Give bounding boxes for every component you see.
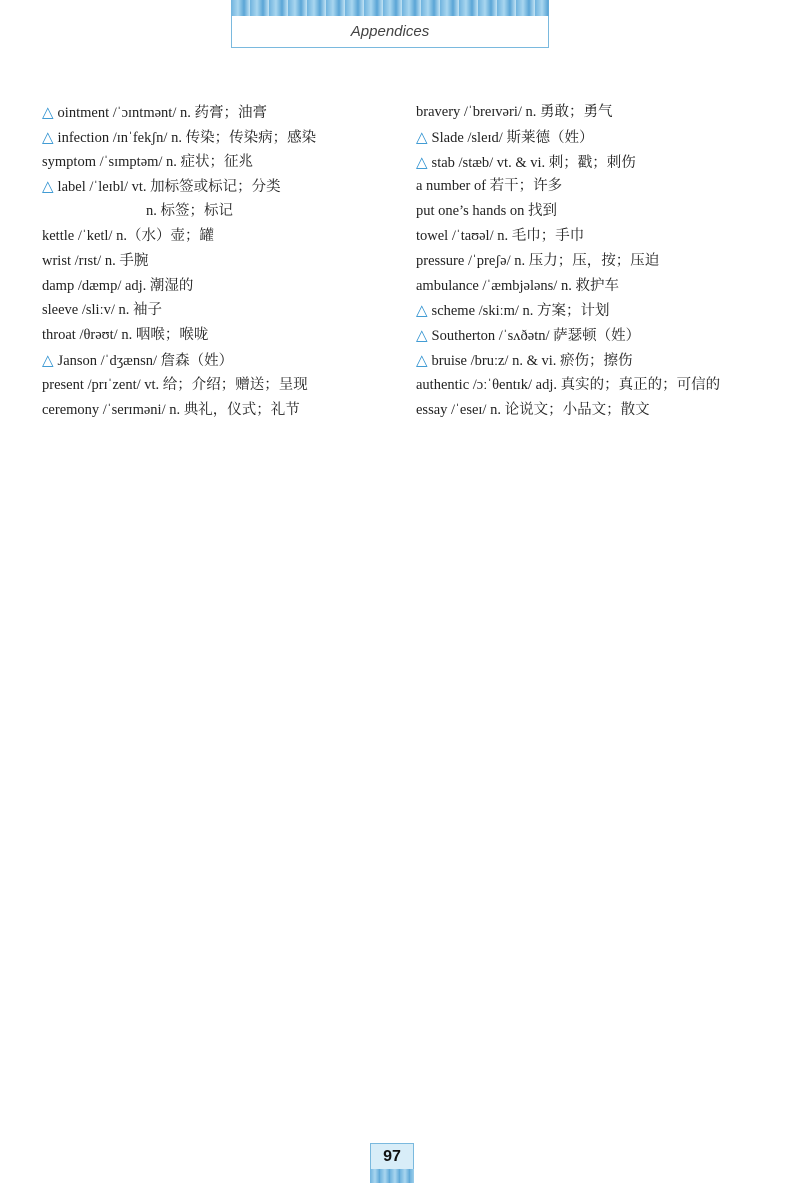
vocabulary-entry [416,348,796,373]
triangle-marker-icon: △ [42,103,54,121]
triangle-marker-icon: △ [416,301,428,320]
vocabulary-entry [416,100,796,125]
vocabulary-entry [42,150,402,175]
entry-text: essay /ˈeseɪ/ n. 论说文；小品文；散文 [416,401,650,418]
triangle-marker-icon: △ [416,326,428,345]
entry-text: authentic /ɔːˈθentɪk/ adj. 真实的；真正的；可信的 [416,376,721,393]
triangle-marker-icon: △ [42,350,54,369]
vocabulary-entry [416,224,796,249]
entry-text: put one’s hands on 找到 [416,203,557,220]
vocabulary-entry [42,398,402,423]
entry-text: Janson /ˈdʒænsn/ 詹森（姓） [57,352,234,369]
vocabulary-entry [416,249,796,274]
vocabulary-entry [42,373,402,398]
entry-text: ointment /ˈɔɪntmənt/ n. 药膏；油膏 [57,105,267,121]
vocabulary-column-right [416,100,796,422]
triangle-marker-icon: △ [416,127,428,146]
entry-text: pressure /ˈpreʃə/ n. 压力；压，按；压迫 [416,252,660,269]
vocabulary-entry [42,174,402,199]
entry-text: bravery /ˈbreɪvəri/ n. 勇敢；勇气 [416,104,613,120]
vocabulary-entry [42,249,402,274]
triangle-marker-icon: △ [416,350,428,369]
vocabulary-entry [42,298,402,323]
vocabulary-entry [416,174,796,199]
vocabulary-entry [42,100,402,125]
vocabulary-entry [42,274,402,299]
entry-text: kettle /ˈketl/ n.（水）壶；罐 [42,227,214,244]
triangle-marker-icon: △ [42,177,54,196]
entry-text: stab /stæb/ vt. & vi. 刺；戳；刺伤 [431,154,636,171]
entry-text: Southerton /ˈsʌðətn/ 萨瑟顿（姓） [431,328,641,345]
vocabulary-entry [42,224,402,249]
entry-text: damp /dæmp/ adj. 潮湿的 [42,277,194,294]
vocabulary-entry [416,323,796,348]
entry-text: symptom /ˈsɪmptəm/ n. 症状；征兆 [42,153,254,170]
entry-text: wrist /rɪst/ n. 手腕 [42,252,149,269]
vocabulary-entry [42,323,402,348]
page-number-box [370,1143,414,1170]
entry-text: bruise /bruːz/ n. & vi. 瘀伤；擦伤 [431,352,633,369]
entry-text: towel /ˈtaʊəl/ n. 毛巾；手巾 [416,227,585,244]
vocabulary-entry [416,125,796,150]
triangle-marker-icon: △ [42,127,54,146]
vocabulary-entry [416,373,796,398]
vocabulary-entry [416,298,796,323]
vocabulary-entry [416,398,796,423]
entry-text: ambulance /ˈæmbjələns/ n. 救护车 [416,277,619,294]
entry-text: a number of 若干；许多 [416,178,563,195]
vocabulary-column-left [42,100,402,422]
vocabulary-entry [416,199,796,224]
header-decorative-band [231,0,549,16]
entry-text: Slade /sleɪd/ 斯莱德（姓） [431,129,594,146]
vocabulary-entry [42,125,402,150]
entry-text: throat /θrəʊt/ n. 咽喉；喉咙 [42,327,209,344]
entry-text: ceremony /ˈserɪməni/ n. 典礼，仪式；礼节 [42,401,300,418]
vocabulary-entry [42,348,402,373]
vocabulary-entry [416,150,796,175]
triangle-marker-icon: △ [416,152,428,171]
footer-decorative-band [370,1169,414,1183]
vocabulary-entry [416,274,796,299]
entry-text: n. 标签；标记 [146,203,233,220]
page-number: 97 [383,1148,401,1165]
entry-text: sleeve /sliːv/ n. 袖子 [42,302,163,319]
entry-text: infection /ɪnˈfekʃn/ n. 传染；传染病；感染 [57,129,317,146]
entry-text: present /prɪˈzent/ vt. 给；介绍；赠送；呈现 [42,376,308,393]
vocabulary-entry [42,199,402,224]
header-box [231,16,549,48]
entry-text: scheme /skiːm/ n. 方案；计划 [431,303,610,320]
entry-text: label /ˈleɪbl/ vt. 加标签或标记；分类 [57,179,281,196]
page-section-title: Appendices [350,23,430,40]
